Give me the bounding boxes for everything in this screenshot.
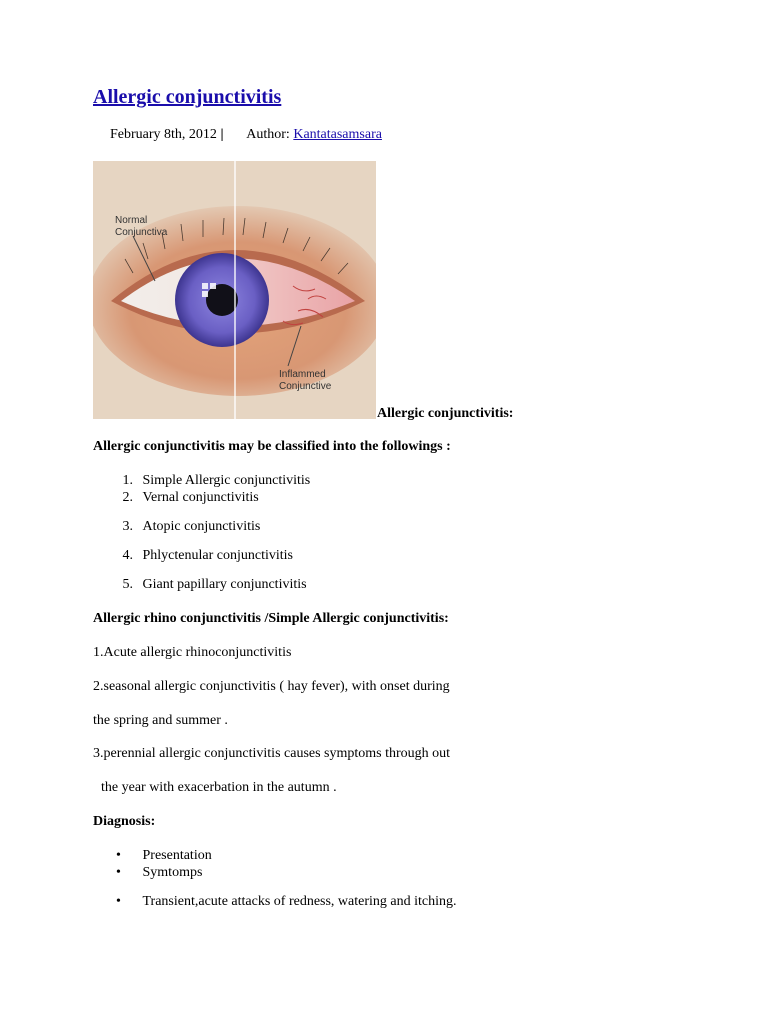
rhino-paragraph-1: 1.Acute allergic rhinoconjunctivitis <box>93 645 292 660</box>
list-item <box>113 490 259 506</box>
eye-highlight <box>202 283 208 289</box>
rhino-paragraph-3a: 3.perennial allergic conjunctivitis causes symptoms through out <box>93 746 451 761</box>
label-normal-2: Conjunctiva <box>115 227 168 238</box>
figure-caption: Allergic conjunctivitis: <box>377 406 514 421</box>
list-item <box>113 548 293 564</box>
author-link[interactable]: Kantatasamsara <box>293 127 382 142</box>
list-text: Vernal conjunctivitis <box>142 490 259 505</box>
meta-separator: | <box>220 127 224 142</box>
bullet-dot: • <box>116 865 121 880</box>
list-number: 5. <box>122 577 133 592</box>
list-number: 3. <box>122 519 133 534</box>
article-title-link[interactable]: Allergic conjunctivitis <box>93 86 282 108</box>
rhino-paragraph-2a: 2.seasonal allergic conjunctivitis ( hay fever), with onset during <box>93 679 450 694</box>
list-text: Atopic conjunctivitis <box>142 519 261 534</box>
eye-illustration <box>93 161 376 419</box>
list-text: Giant papillary conjunctivitis <box>142 577 307 592</box>
article-meta <box>110 127 382 143</box>
bullet-item <box>116 894 457 910</box>
author-label: Author: <box>246 127 290 142</box>
bullet-item <box>116 848 212 864</box>
article-date: February 8th, 2012 <box>110 127 217 142</box>
list-item <box>113 577 307 593</box>
bullet-dot: • <box>116 848 121 863</box>
list-text: Simple Allergic conjunctivitis <box>142 473 311 488</box>
rhino-paragraph-2b: the spring and summer . <box>93 713 228 728</box>
bullet-text: Transient,acute attacks of redness, watering and itching. <box>142 894 457 909</box>
rhino-heading: Allergic rhino conjunctivitis /Simple Allergic conjunctivitis: <box>93 611 449 626</box>
eye-highlight <box>210 283 216 289</box>
bullet-text: Symtomps <box>142 865 203 880</box>
bullet-dot: • <box>116 894 121 909</box>
classification-intro: Allergic conjunctivitis may be classified into the followings : <box>93 439 451 454</box>
bullet-text: Presentation <box>142 848 212 863</box>
label-inflamed-2: Conjunctive <box>279 381 332 392</box>
list-number: 2. <box>122 490 133 505</box>
list-item <box>113 519 260 535</box>
diagnosis-heading: Diagnosis: <box>93 814 156 829</box>
list-number: 4. <box>122 548 133 563</box>
label-inflamed: Inflammed <box>279 369 326 380</box>
label-normal: Normal <box>115 215 148 226</box>
list-number: 1. <box>122 473 133 488</box>
bullet-item <box>116 865 202 881</box>
list-item <box>113 473 310 489</box>
rhino-paragraph-3b: the year with exacerbation in the autumn . <box>101 780 337 795</box>
eye-diagram-svg <box>93 161 376 419</box>
eye-highlight <box>202 291 208 297</box>
list-text: Phlyctenular conjunctivitis <box>142 548 293 563</box>
